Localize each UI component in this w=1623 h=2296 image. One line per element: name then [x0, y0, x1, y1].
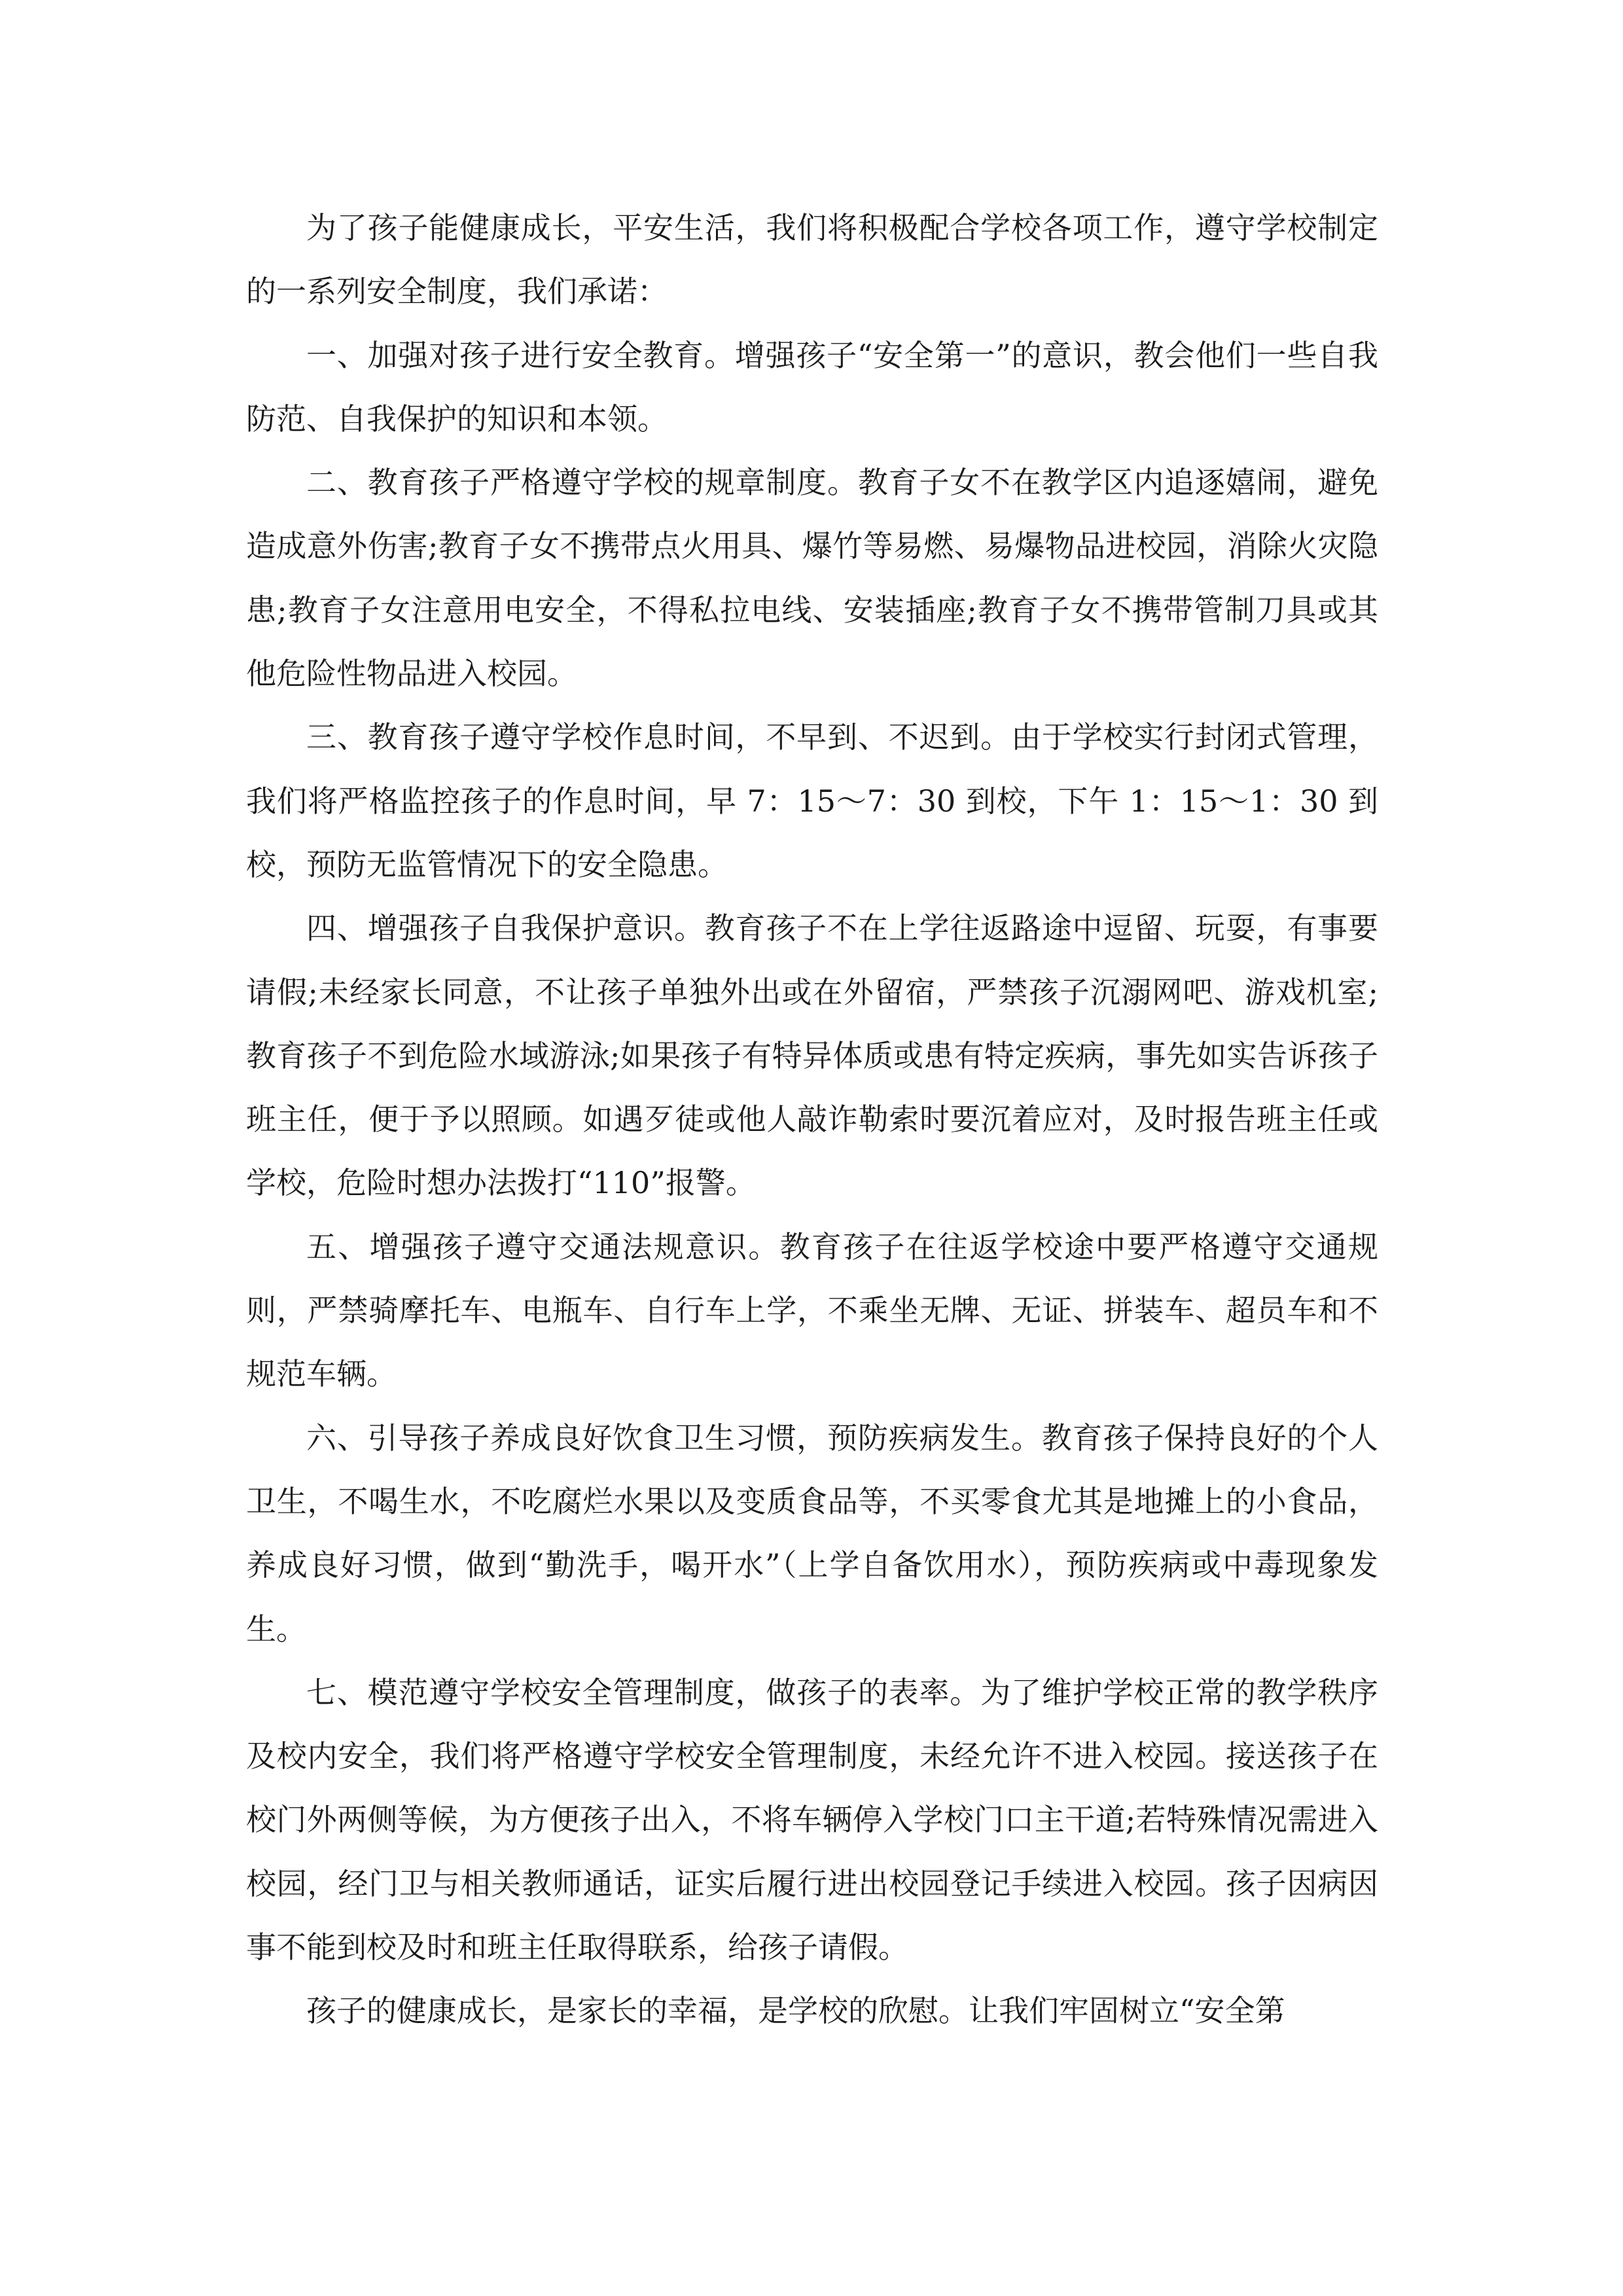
paragraph-item-5: 五、增强孩子遵守交通法规意识。教育孩子在往返学校途中要严格遵守交通规则，严禁骑摩托车、电瓶车、自行车上学，不乘坐无牌、无证、拼装车、超员车和不规范车辆。 [246, 1229, 1378, 1392]
paragraph-intro: 为了孩子能健康成长，平安生活，我们将积极配合学校各项工作，遵守学校制定的一系列安全制度，我们承诺： [246, 210, 1378, 310]
paragraph-item-7: 七、模范遵守学校安全管理制度，做孩子的表率。为了维护学校正常的教学秩序及校内安全，我们将严格遵守学校安全管理制度，未经允许不进入校园。接送孩子在校门外两侧等候，为方便孩子出入，不将车辆停入学校门口主干道;若特殊情况需进入校园，经门卫与相关教师通话，证实后履行进出校园登记手续进入校园。孩子因病因事不能到校及时和班主任取得联系，给孩子请假。 [246, 1674, 1378, 1965]
paragraph-item-1: 一、加强对孩子进行安全教育。增强孩子“安全第一”的意识，教会他们一些自我防范、自我保护的知识和本领。 [246, 337, 1378, 437]
paragraph-item-4: 四、增强孩子自我保护意识。教育孩子不在上学往返路途中逗留、玩耍，有事要请假;未经家长同意，不让孩子单独外出或在外留宿，严禁孩子沉溺网吧、游戏机室;教育孩子不到危险水域游泳;如果孩子有特异体质或患有特定疾病，事先如实告诉孩子班主任，便于予以照顾。如遇歹徒或他人敲诈勒索时要沉着应对，及时报告班主任或学校，危险时想办法拨打“110”报警。 [246, 910, 1378, 1201]
paragraph-closing: 孩子的健康成长，是家长的幸福，是学校的欣慰。让我们牢固树立“安全第 [306, 1993, 1285, 2029]
paragraph-item-6: 六、引导孩子养成良好饮食卫生习惯，预防疾病发生。教育孩子保持良好的个人卫生，不喝生水，不吃腐烂水果以及变质食品等，不买零食尤其是地摊上的小食品，养成良好习惯，做到“勤洗手，喝开水”（上学自备饮用水），预防疾病或中毒现象发生。 [246, 1420, 1378, 1647]
paragraph-item-2: 二、教育孩子严格遵守学校的规章制度。教育子女不在教学区内追逐嬉闹，避免造成意外伤害;教育子女不携带点火用具、爆竹等易燃、易爆物品进校园，消除火灾隐患;教育子女注意用电安全，不得私拉电线、安装插座;教育子女不携带管制刀具或其他危险性物品进入校园。 [246, 465, 1378, 692]
paragraph-item-3: 三、教育孩子遵守学校作息时间，不早到、不迟到。由于学校实行封闭式管理，我们将严格监控孩子的作息时间，早 7：15～7：30 到校，下午 1：15～1：30 到校，预防无监管情况下的安全隐患。 [246, 719, 1378, 882]
document-body [246, 196, 1378, 2043]
